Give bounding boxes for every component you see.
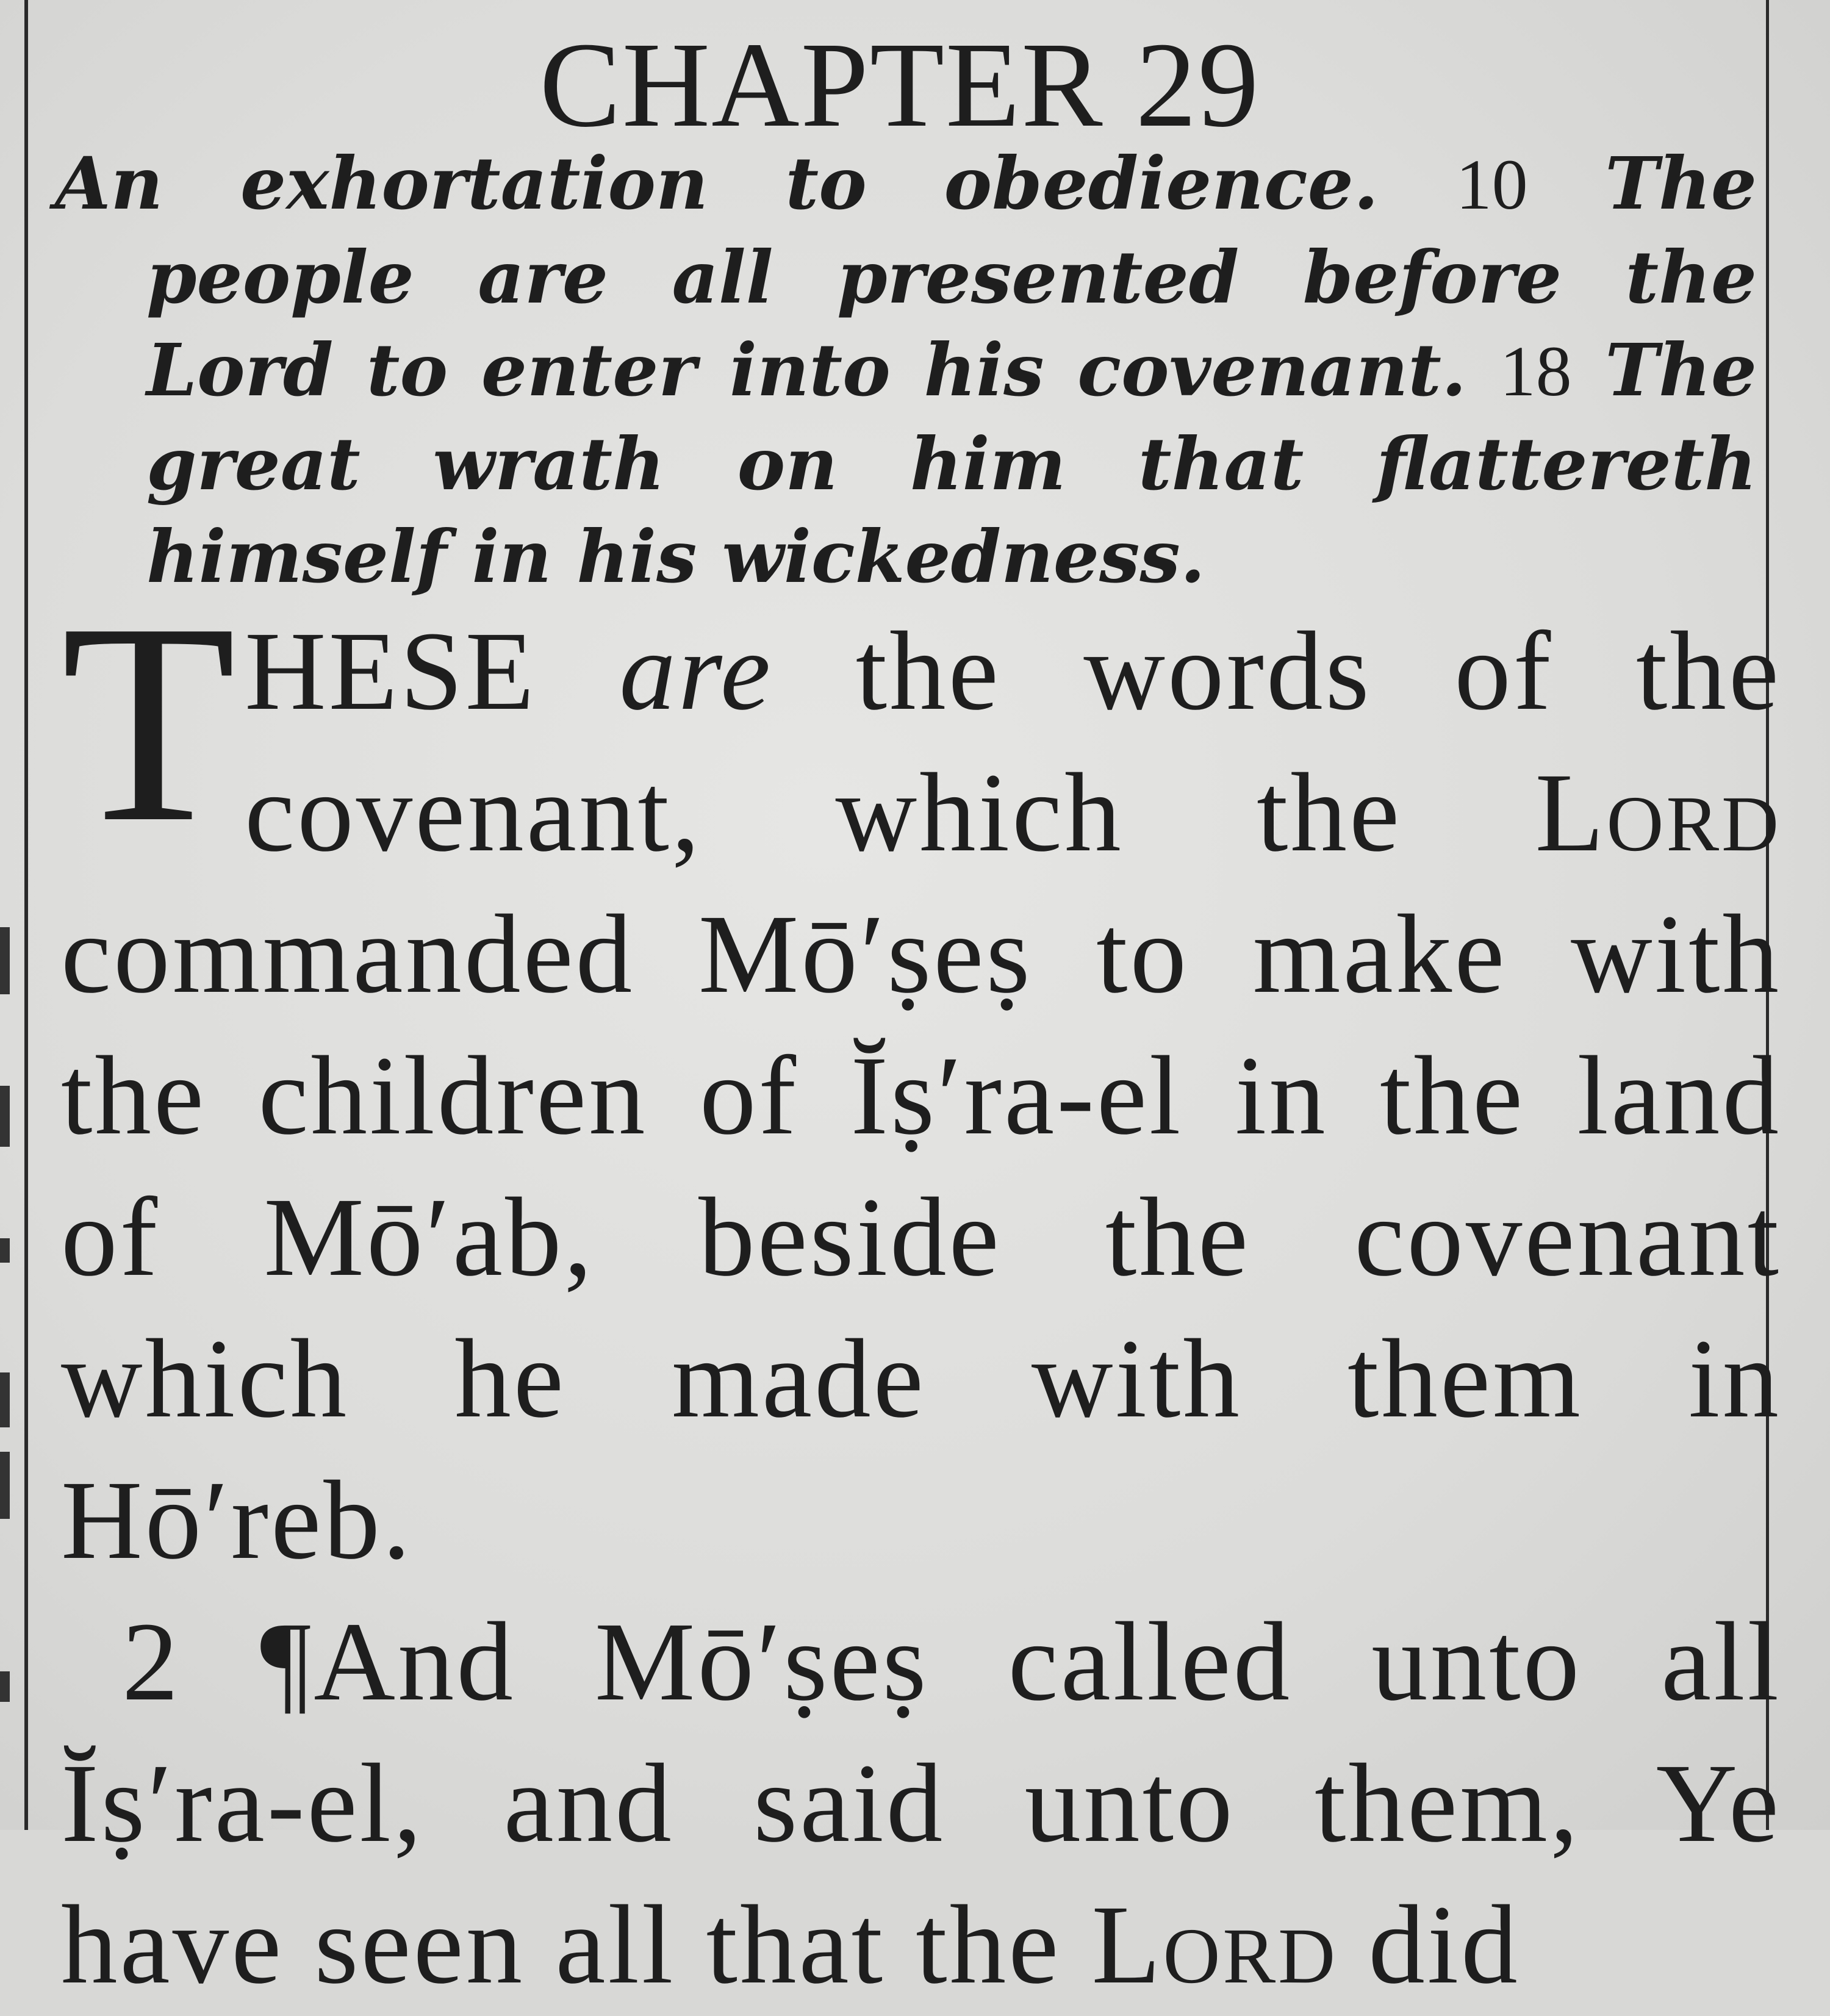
verse2-text-b: did — [1368, 1882, 1520, 2007]
column-rule-left — [24, 0, 28, 1830]
adjacent-column-edge — [0, 0, 18, 1830]
chapter-summary — [55, 137, 1757, 603]
summary-text-3: The great wrath on him that flattereth himself in his wickedness. — [146, 328, 1757, 599]
verse1-opening-caps: HESE — [245, 609, 537, 734]
verse-number-2: 2 — [122, 1599, 181, 1724]
chapter-heading: CHAPTER 29 — [539, 18, 1260, 152]
verse1-text-b: commanded Mō′ṣeṣ to make with the children of Ĭṣ′ra-el in the land of Mō′ab, beside the covenant which he made with them in Hō′reb. — [61, 892, 1781, 1583]
verse1-text-a: the words of the covenant, which the — [245, 609, 1782, 875]
verse-2 — [61, 1591, 1781, 2016]
verse-1 — [61, 564, 1782, 1591]
summary-verse-ref-18: 18 — [1499, 331, 1572, 411]
drop-cap: T — [61, 564, 239, 881]
verse2-text-a: And Mō′ṣeṣ called unto all Ĭṣ′ra-el, and said unto them, Ye have seen all that the — [61, 1599, 1782, 2007]
pilcrow-mark: ¶ — [260, 1599, 314, 1724]
divine-name-lord: Lord — [1535, 750, 1782, 875]
summary-text-2: The people are all presented before the Lord to enter into his covenant. — [146, 141, 1757, 412]
divine-name-lord-2: Lord — [1091, 1882, 1338, 2007]
verse1-italic-word: are — [619, 609, 773, 734]
summary-verse-ref-10: 10 — [1455, 145, 1528, 224]
summary-text-1: An exhortation to obedience. — [55, 141, 1379, 226]
scripture-text — [61, 564, 1782, 2016]
